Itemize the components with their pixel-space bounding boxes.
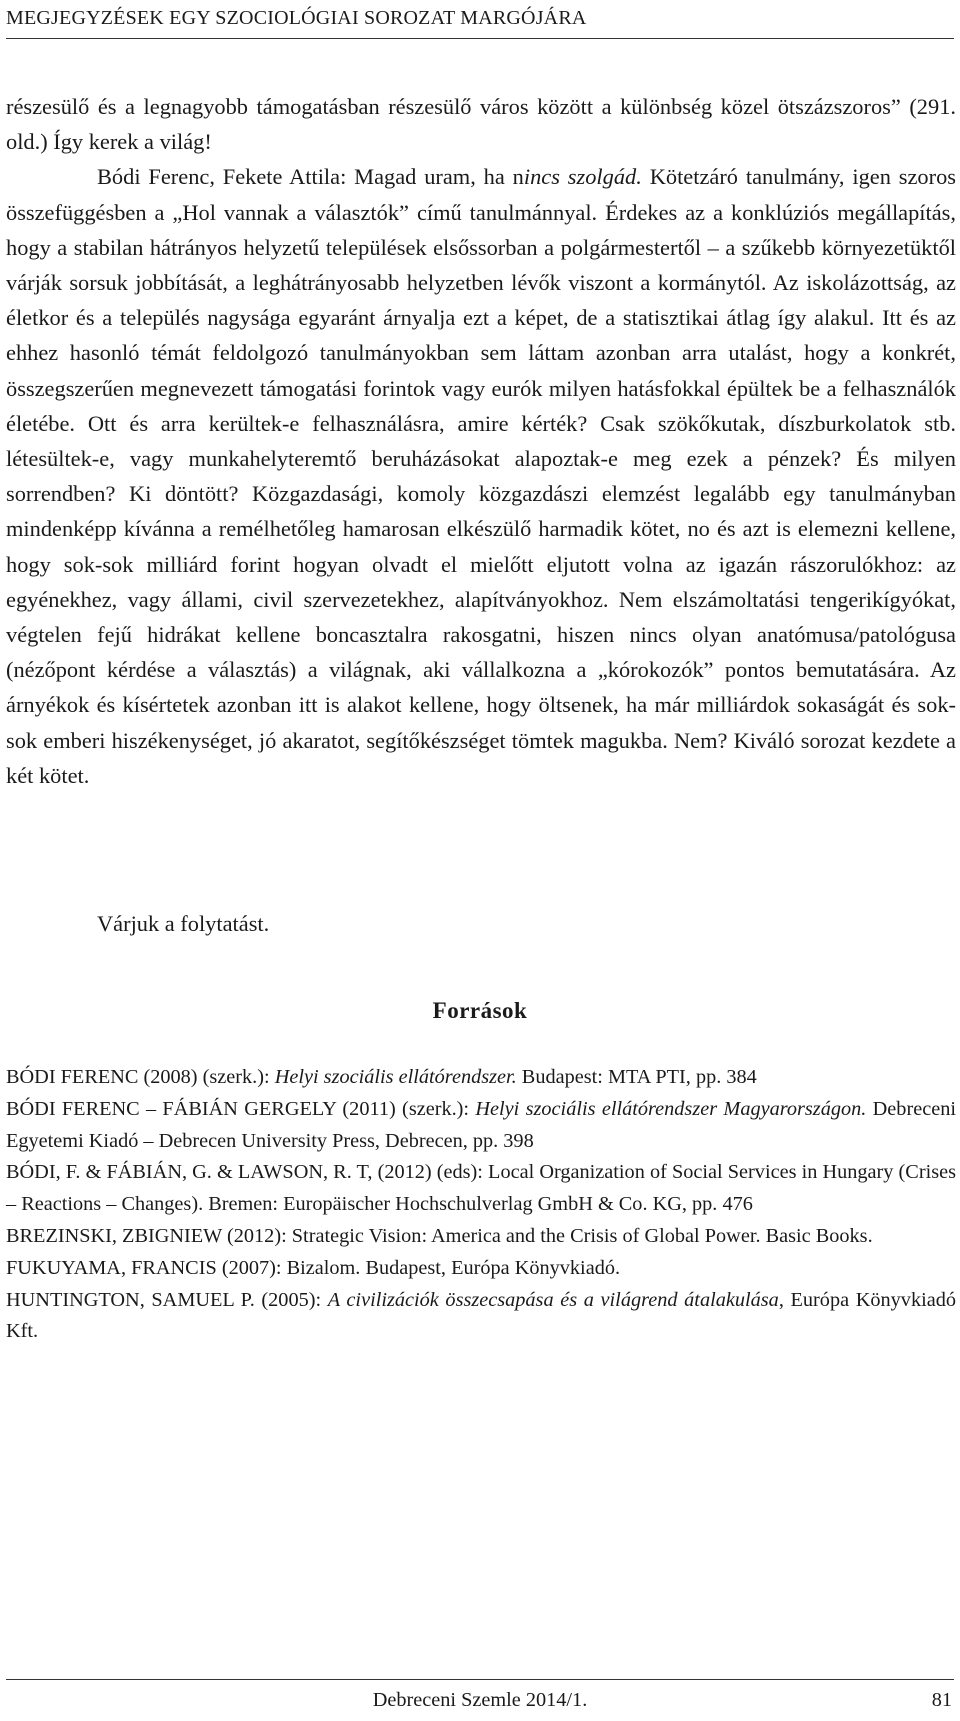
header-divider	[6, 38, 954, 39]
reference-list	[6, 1062, 956, 1348]
paragraph-review-rest: Kötetzáró tanulmány, igen szoros összefüggésben a „Hol vannak a választók” című tanulmánnyal. Érdekes az a konklúziós megállapítás, hogy a stabilan hátrányos helyzetű települések elsőssorban a polgármestertől ‒ a szűkebb környezetüktől várják sorsuk jobbítását, a leghátrányosabb helyzetben lévők viszont a kormánytól. Az iskolázottság, az életkor és a település nagysága egyaránt árnyalja ezt a képet, de a statisztikai átlag így alakul. Itt és az ehhez hasonló témát feldolgozó tanulmányokban sem láttam azonban arra utalást, hogy a konkrét, összegszerűen megnevezett támogatási forintok vagy eurók milyen hatásfokkal épültek be a felhasználók életébe. Ott és arra kerültek-e felhasználásra, amire kérték? Csak szökőkutak, díszburkolatok stb. létesültek-e, vagy munkahelyteremtő beruházásokat alapoztak-e meg ezek a pénzek? És milyen sorrendben? Ki döntött? Közgazdasági, komoly közgazdászi elemzést legalább egy tanulmányban mindenképp kívánna a remélhetőleg hamarosan elkészülő harmadik kötet, no és azt is elemezni kellene, hogy sok-sok milliárd forint hogyan olvadt el mielőtt eljutott volna az igazán rászorulókhoz: az egyénekhez, vagy állami, civil szervezetekhez, alapítványokhoz. Nem elszámoltatási tengerikígyókat, végtelen fejű hidrákat kellene boncasztalra rakosgatni, hiszen nincs olyan anatómusa/patológusa (nézőpont kérdése a választás) a világnak, aki vállalkozna a „kórokozók” pontos bemutatására. Az árnyékok és kísértetek azonban itt is alakot kellene, hogy öltsenek, ha már milliárdok sokaságát és sok-sok emberi hiszékenységet, jó akaratot, segítőkészséget tömtek magukba. Nem? Kiváló sorozat kezdete a két kötet.	[6, 164, 956, 788]
reference-item: BREZINSKI, ZBIGNIEW (2012): Strategic Vision: America and the Crisis of Global Power. Basic Books.	[6, 1224, 873, 1247]
page-number: 81	[931, 1689, 952, 1711]
paragraph-review	[6, 159, 956, 793]
running-header: MEGJEGYZÉSEK EGY SZOCIOLÓGIAI SOROZAT MARGÓJÁRA	[6, 7, 587, 29]
reference-item: BÓDI FERENC ‒ FÁBIÁN GERGELY (2011) (szerk.): Helyi szociális ellátórendszer Magyarországon. Debreceni Egyetemi Kiadó ‒ Debrecen University Press, Debrecen, pp. 398	[6, 1097, 956, 1152]
closing-line: Várjuk a folytatást.	[97, 911, 270, 936]
reference-item: BÓDI FERENC (2008) (szerk.): Helyi szociális ellátórendszer. Budapest: MTA PTI, pp. 384	[6, 1066, 757, 1088]
sources-heading: Források	[432, 998, 528, 1023]
paragraph-review-start: Bódi Ferenc, Fekete Attila: Magad uram, ha n	[97, 164, 524, 190]
footer-divider	[6, 1679, 954, 1680]
paragraph-continuation: részesülő és a legnagyobb támogatásban részesülő város között a különbség közel ötszázszoros” (291. old.) Így kerek a világ!	[6, 94, 956, 155]
reference-item: FUKUYAMA, FRANCIS (2007): Bizalom. Budapest, Európa Könyvkiadó.	[6, 1256, 621, 1279]
paragraph-review-title-italic: incs szolgád.	[523, 164, 642, 190]
reference-item: BÓDI, F. & FÁBIÁN, G. & LAWSON, R. T, (2012) (eds): Local Organization of Social Services in Hungary (Crises ‒ Reactions ‒ Changes). Bremen: Europäischer Hochschulverlag GmbH & Co. KG, pp. 476	[6, 1161, 956, 1216]
reference-item: HUNTINGTON, SAMUEL P. (2005): A civilizációk összecsapása és a világrend átalakulása, Európa Könyvkiadó Kft.	[6, 1288, 956, 1343]
footer-journal-title: Debreceni Szemle 2014/1.	[372, 1689, 588, 1711]
body-text	[6, 89, 956, 793]
